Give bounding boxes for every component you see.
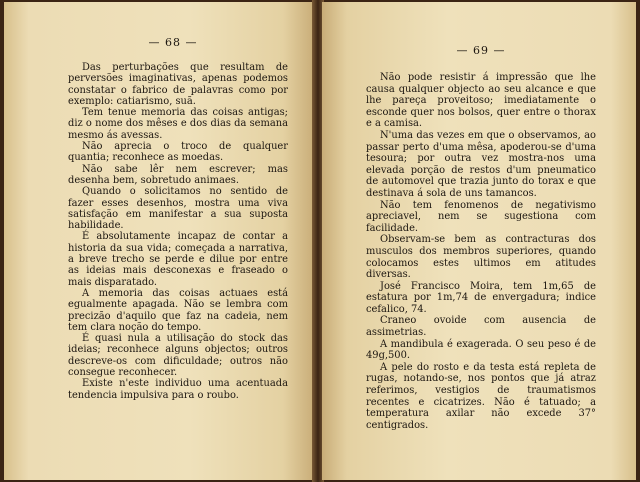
paragraph: A memoria das coisas actuaes está egualmente apagada. Não se lembra com precizão d'aquilo que faz na cadeia, nem tem clara noção do tempo. <box>68 287 288 333</box>
paragraph: Das perturbações que resultam de perversões imaginativas, apenas podemos constatar o fabrico de palavras como por exemplo: catiarismo, suã. <box>68 62 288 107</box>
paragraph: Não pode resistir á impressão que lhe causa qualquer objecto ao seu alcance e que lhe pareça proveitoso; imediatamente o esconde quer nos bolsos, quer entre o thorax e a camisa. <box>366 72 596 130</box>
paragraph: Não aprecia o troco de qualquer quantia; reconhece as moedas. <box>68 141 288 164</box>
page-number: — 69 — <box>456 44 506 57</box>
paragraph: Não tem fenomenos de negativismo apreciavel, nem se sugestiona com facilidade. <box>366 199 596 234</box>
paragraph: Tem tenue memoria das coisas antigas; diz o nome dos mêses e dos dias da semana mesmo ás avessas. <box>68 107 288 141</box>
paragraph: É absolutamente incapaz de contar a historia da sua vida; começada a narrativa, a breve trecho se perde e dilue por entre as ideias mais desconexas e fraseado o mais disparatado. <box>68 231 288 288</box>
paragraph: Observam-se bem as contracturas dos musculos dos membros superiores, quando colocamos estes ultimos em atitudes diversas. <box>366 234 596 281</box>
paragraph: A pele do rosto e da testa está repleta de rugas, notando-se, nos pontos que já atraz referimos, vestigios de traumatismos recentes e cicatrizes. Não é tatuado; a temperatura axilar não excede 37° centigrados. <box>366 361 596 431</box>
left-page <box>4 2 314 480</box>
paragraph: José Francisco Moira, tem 1m,65 de estatura por 1m,74 de envergadura; indice cefalico, 74. <box>366 280 596 315</box>
paragraph: Craneo ovoide com ausencia de assimetrias. <box>366 315 596 339</box>
paragraph: É quasi nula a utilisação do stock das ideias; reconhece alguns objectos; outros descreve-os com dificuldade; outros não consegue reconhecer. <box>68 333 288 379</box>
page-number: — 68 — <box>148 36 198 49</box>
paragraph: Existe n'este individuo uma acentuada tendencia impulsiva para o roubo. <box>68 378 288 401</box>
paragraph: Quando o solicitamos no sentido de fazer esses desenhos, mostra uma viva satisfação em manifestar a sua suposta habilidade. <box>68 186 288 232</box>
paragraph: N'uma das vezes em que o observamos, ao passar perto d'uma mêsa, apoderou-se d'uma tesoura; por outra vez mostra-nos uma elevada porção de restos d'um pneumatico de automovel que trazia junto do torax e que destinava á sola de uns tamancos. <box>366 129 596 199</box>
paragraph: Não sabe lêr nem escrever; mas desenha bem, sobretudo animaes. <box>68 163 288 186</box>
paragraph: A mandibula é exagerada. O seu peso é de 49g,500. <box>366 338 596 362</box>
right-page <box>322 2 636 480</box>
